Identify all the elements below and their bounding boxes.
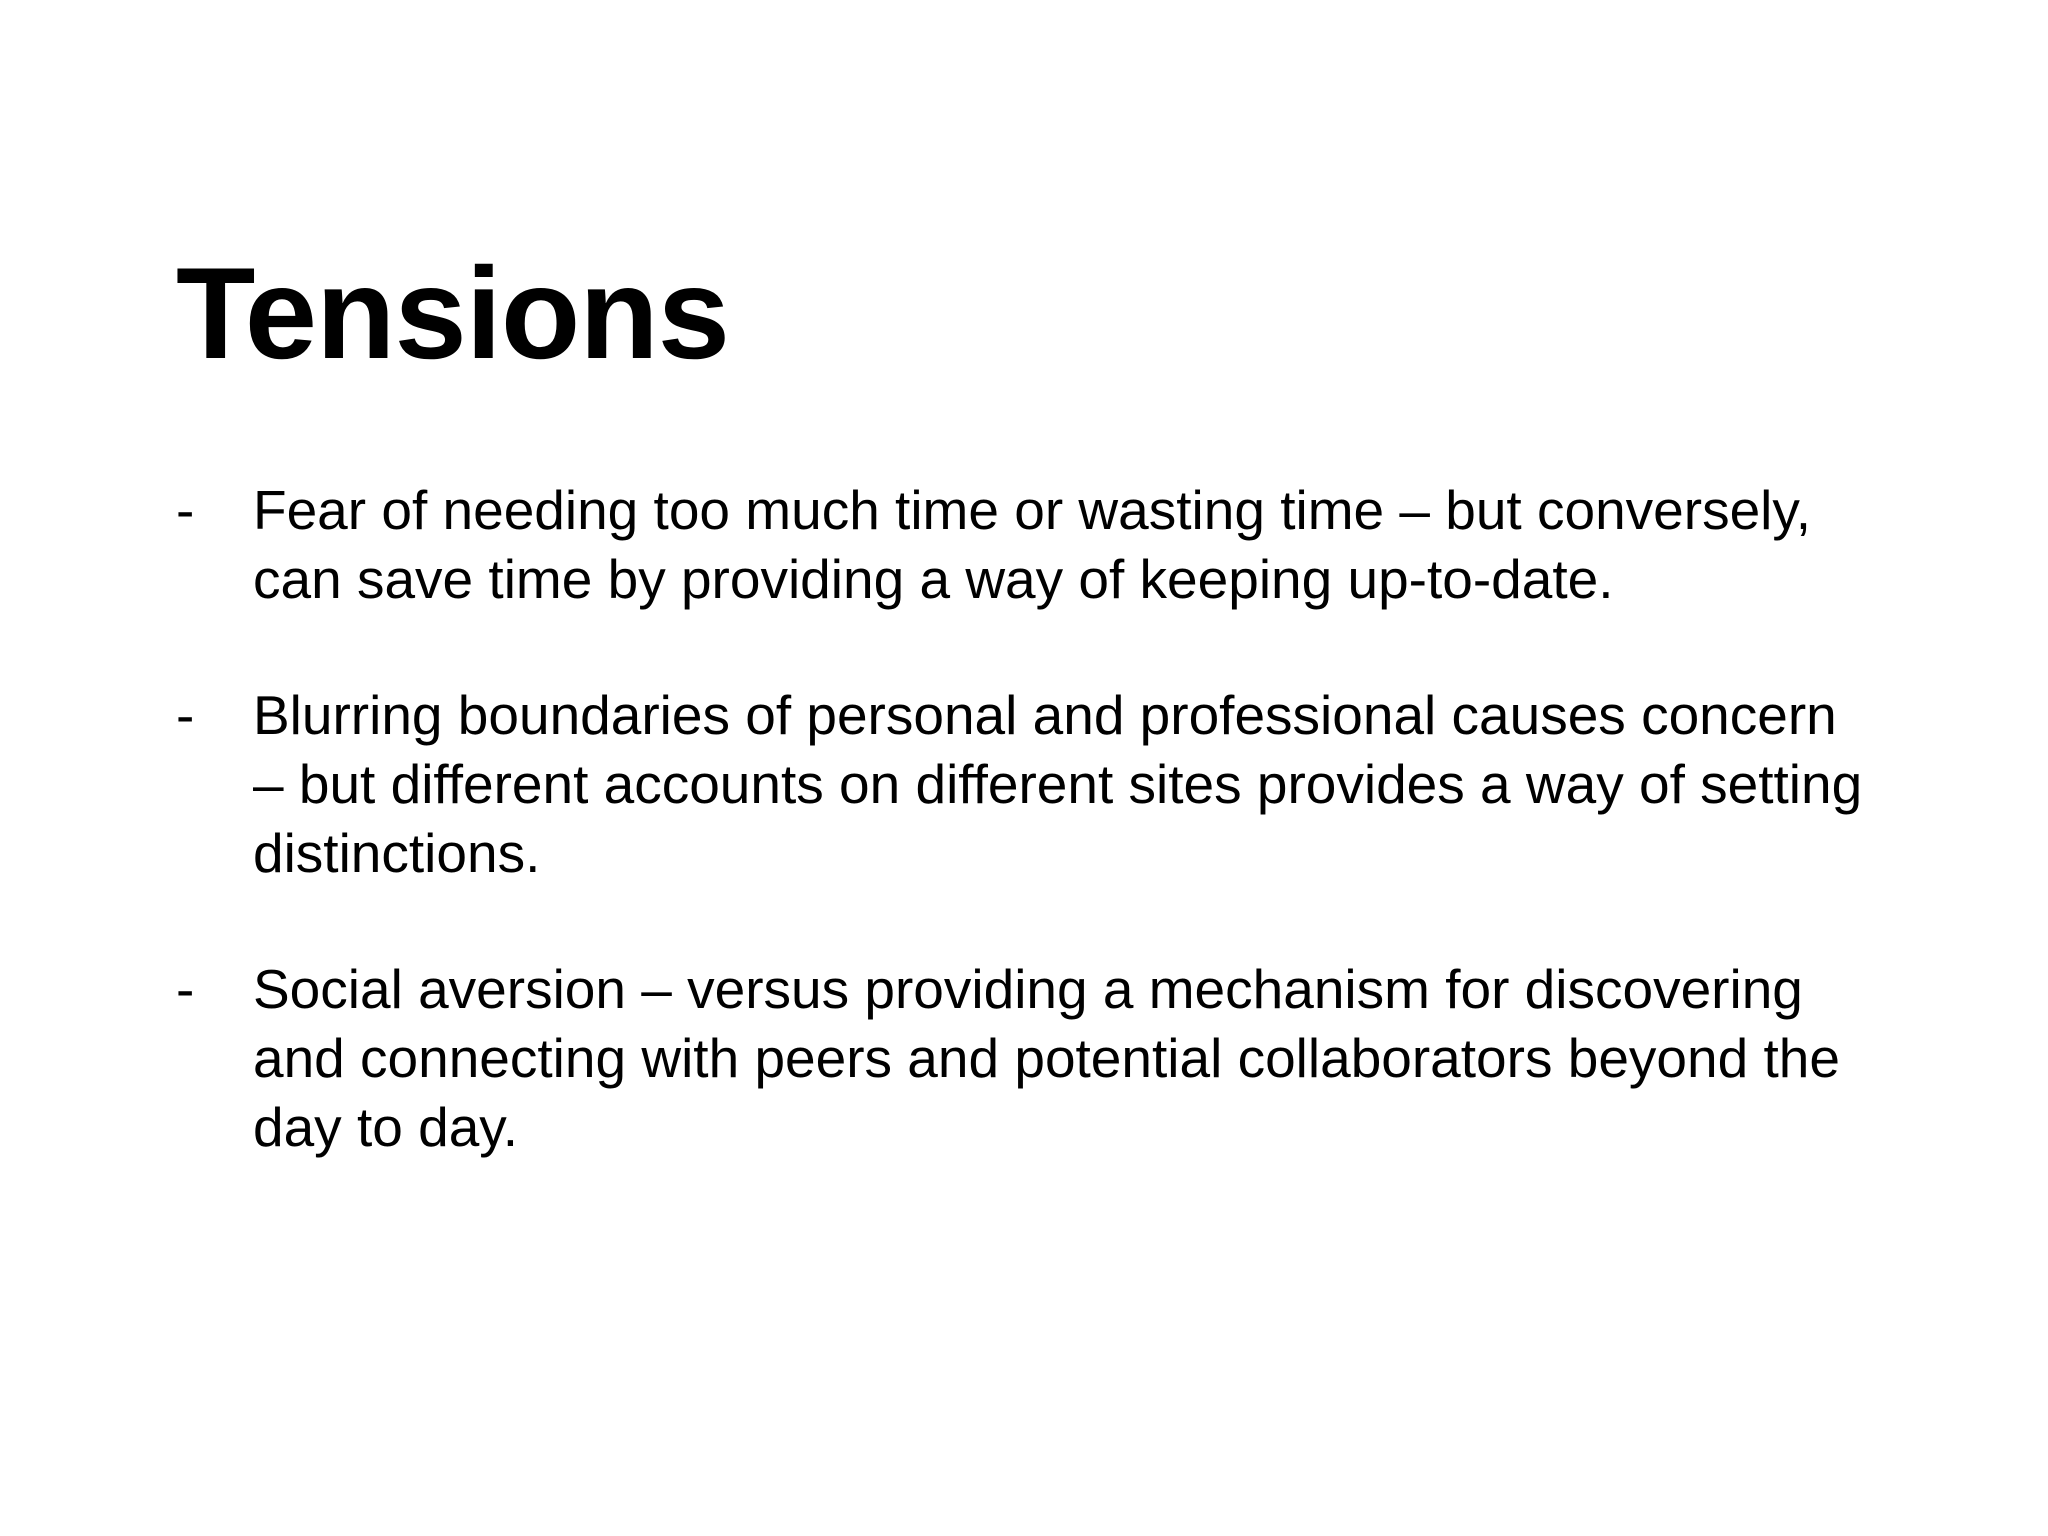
bullet-text: Social aversion – versus providing a mechanism for discovering and connecting with peers and potential collaborators beyond the day to day. xyxy=(253,958,1840,1158)
bullet-text: Fear of needing too much time or wasting time – but conversely, can save time by providing a way of keeping up-to-date. xyxy=(253,479,1812,610)
bullet-item xyxy=(176,476,1936,614)
bullet-marker: - xyxy=(176,684,195,746)
bullet-marker: - xyxy=(176,958,195,1020)
slide-title: Tensions xyxy=(176,240,730,386)
bullet-list xyxy=(176,476,1936,1162)
bullet-text: Blurring boundaries of personal and professional causes concern – but different accounts on different sites provides a way of setting distinctions. xyxy=(253,684,1863,884)
bullet-item xyxy=(176,955,1936,1162)
bullet-item xyxy=(176,681,1936,888)
bullet-marker: - xyxy=(176,479,195,541)
